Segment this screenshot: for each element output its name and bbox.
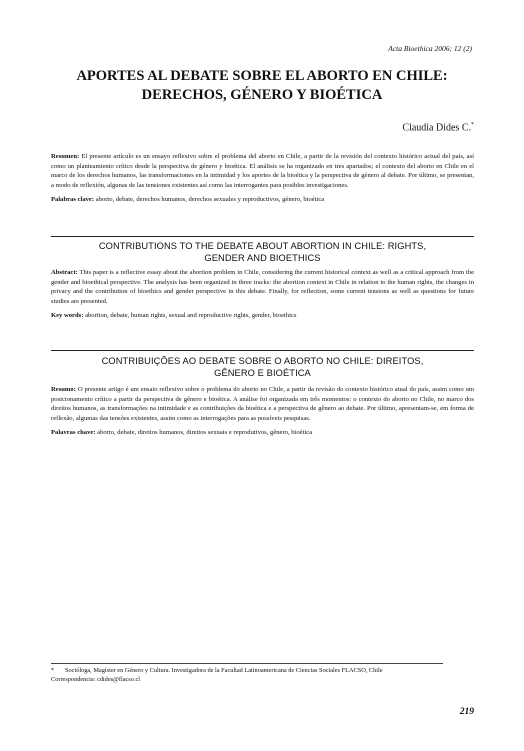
english-heading-line-1: CONTRIBUTIONS TO THE DEBATE ABOUT ABORTION IN CHILE: RIGHTS, — [98, 241, 427, 251]
footnote-divider — [51, 663, 443, 664]
abstract-label: Abstract: — [51, 269, 78, 276]
keywords-label: Palavras chave: — [51, 428, 96, 436]
footnote-correspondence: Correspondencia: cdides@flacso.cl — [51, 676, 141, 683]
section-divider — [51, 350, 474, 351]
title-line-2: DERECHOS, GÉNERO Y BIOÉTICA — [141, 87, 383, 103]
keywords-label: Key words: — [51, 311, 84, 319]
abstract-label: Resumo: — [51, 386, 76, 393]
abstract-text: O presente artigo é um ensaio reflexivo sobre o problema do aborto no Chile, a partir da revisão do contexto histórico atual do país, assim como um posicionamento crítico a partir da perspectiva de gênero e bioética. A análise foi organizada em três momentos: o contexto do aborto no Chile, no marco dos direitos humanos, as transformações na intimidade e as contribuições da bioética e a perspectiva de gênero ao debate. Por último, apresentam-se, em forma de reflexão, algumas das tensões existentes, assim como as interrogações para as possíveis pesquisas. — [51, 386, 474, 423]
keywords-label: Palabras clave: — [51, 195, 95, 203]
page-number: 219 — [459, 707, 474, 717]
abstract-label: Resumen: — [51, 153, 80, 160]
portuguese-abstract — [51, 385, 474, 438]
portuguese-heading — [51, 355, 474, 379]
keywords-text: abortion, debate, human rights, sexual and reproductive rights, gender, bioethics — [85, 311, 297, 319]
author-name: Claudia Dides C. — [402, 122, 471, 134]
abstract-text: This paper is a reflective essay about the abortion problem in Chile, considering the current historical context as well as a critical approach from the gender and bioethical perspective. The analysis has been organized in three tracks: the abortion context in Chile in relation to the human rights, the changes in privacy and the contribution of bioethics and gender perspective in this debate. Finally, for reflection, some current tensions as well as questions for future studies are presented. — [51, 269, 474, 306]
article-title — [40, 67, 484, 105]
portuguese-heading-line-2: GÊNERO E BIOÉTICA — [214, 368, 311, 378]
footnote-affiliation: Socióloga, Magíster en Género y Cultura. Investigadora de la Facultad Latinoamericana de Ciencias Sociales FLACSO, Chile — [65, 667, 383, 674]
portuguese-heading-line-1: CONTRIBUIÇÕES AO DEBATE SOBRE O ABORTO NO CHILE: DIREITOS, — [101, 356, 424, 366]
english-heading — [51, 240, 474, 264]
english-heading-line-2: GENDER AND BIOETHICS — [204, 253, 321, 263]
title-line-1: APORTES AL DEBATE SOBRE EL ABORTO EN CHILE: — [76, 68, 448, 84]
author-footnote-mark: * — [471, 122, 474, 128]
keywords-text: aborto, debate, direitos humanos, direitos sexuais e reprodutivos, gênero, bioética — [97, 428, 313, 436]
english-abstract — [51, 268, 474, 321]
section-divider — [51, 236, 474, 237]
author-line — [402, 122, 474, 133]
author-footnote — [51, 666, 474, 684]
abstract-text: El presente artículo es un ensayo reflexivo sobre el problema del aborto en Chile, a partir de la revisión del contexto histórico actual del país, así como un planteamiento crítico desde la perspectiva de género y bioética. El análisis se ha organizado en tres apartados; el contexto del aborto en Chile en el marco de los derechos humanos, las transformaciones en la intimidad y los aportes de la bioética y la perspectiva de género al debate. Por último, se presentan, a modo de reflexión, algunas de las tensiones existentes así como las interrogantes para posibles investigaciones. — [51, 153, 474, 190]
spanish-abstract — [51, 152, 474, 205]
running-head: Acta Bioethica 2006; 12 (2) — [388, 44, 472, 53]
keywords-text: aborto, debate, derechos humanos, derechos sexuales y reproductivos, género, bioética — [95, 195, 325, 203]
footnote-mark: * — [51, 667, 55, 674]
